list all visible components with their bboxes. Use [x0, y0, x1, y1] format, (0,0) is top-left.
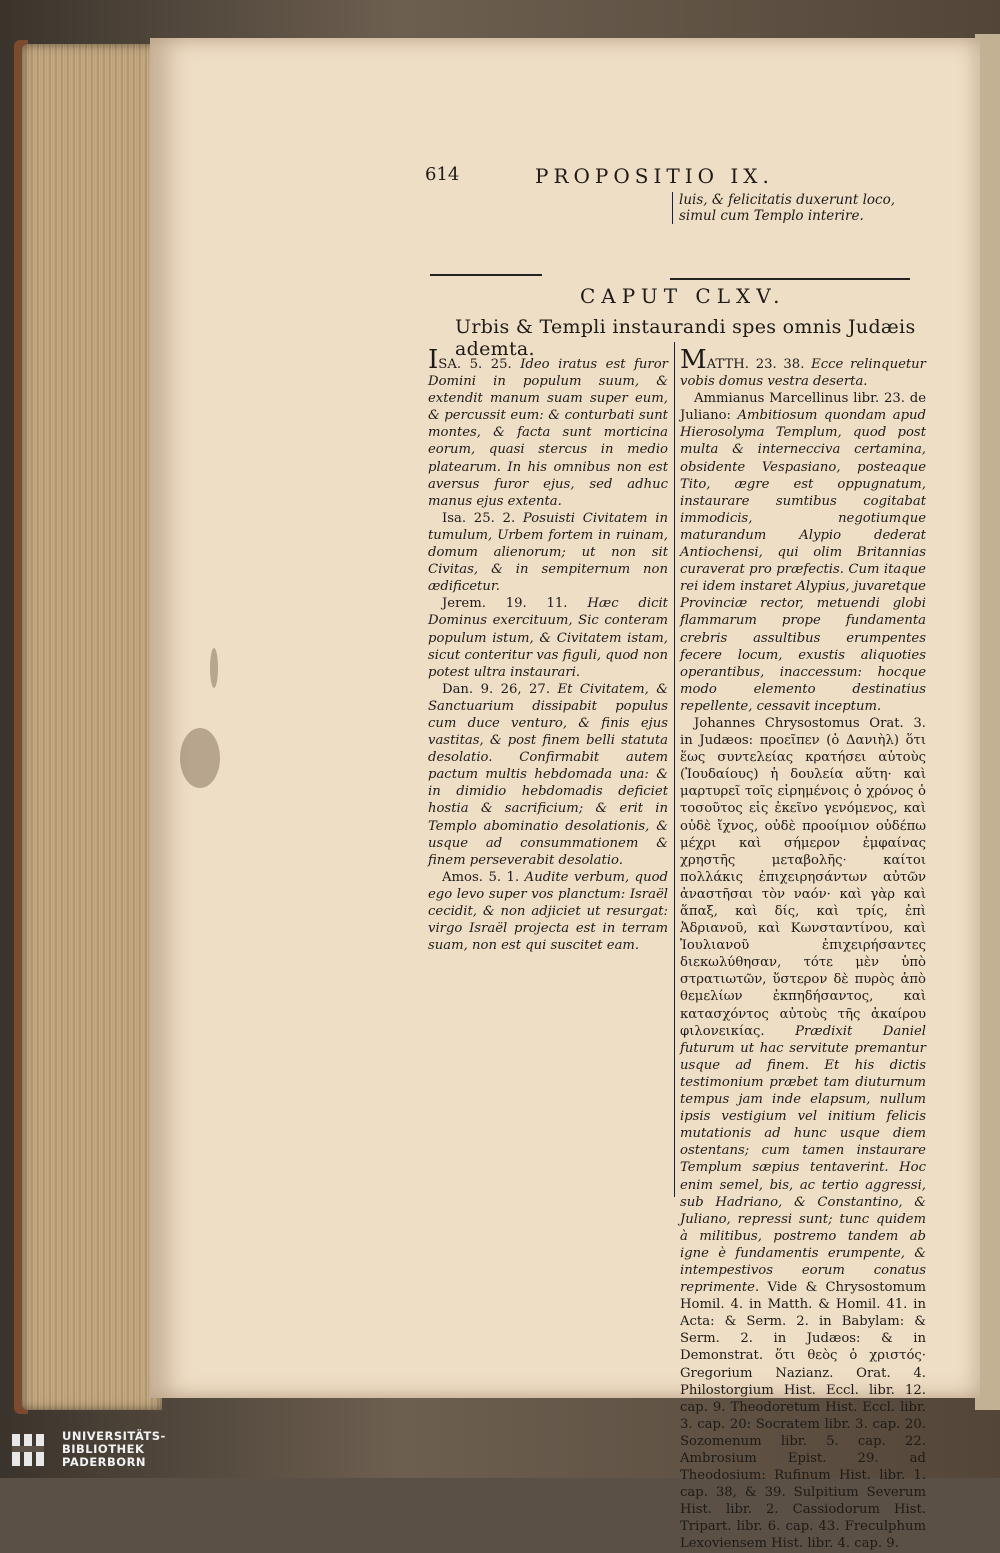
book-page-edges — [22, 44, 162, 1410]
rule-right — [670, 278, 910, 280]
library-emblem-icon — [10, 1430, 50, 1470]
library-name-line: BIBLIOTHEK — [62, 1442, 145, 1456]
library-logo — [10, 1430, 170, 1472]
paragraph — [680, 715, 926, 1553]
page-content — [150, 38, 980, 1552]
translation-text: Prædixit Daniel futurum ut hac servitute premantur usque ad finem. Et his dictis testimonium præbet tam diuturnum tempus jam inde elapsum, nullum ipsis vestigium vel initium felicis mutationis ad hunc usque diem ostentans; cum tamen instaurare Templum sæpius tentaverint. Hoc enim semel, bis, ac tertio aggressi, sub Hadriano, & Constantino, & Juliano, repressi sunt; tunc quidem à militibus, postremo tandem ab igne è fundamentis erumpente, & intempestivos eorum conatus reprimente. — [680, 1023, 926, 1296]
reference: ATTH. 23. 38. — [706, 357, 805, 372]
library-name-line: UNIVERSITÄTS- — [62, 1429, 166, 1443]
drop-cap: I — [428, 345, 439, 375]
library-name-line: PADERBORN — [62, 1455, 147, 1469]
drop-cap: M — [680, 345, 707, 375]
book-page — [150, 38, 980, 1552]
paragraph — [680, 390, 926, 715]
reference: Dan. 9. 26, 27. — [442, 681, 551, 697]
library-name — [62, 1430, 166, 1469]
verse-text: Ecce relinquetur vobis domus vestra deserta. — [680, 357, 926, 390]
verse-text: Hæc dicit Dominus exercituum, Sic conteram populum istum, & Civitatem istam, sicut conteritur vas figuli, quod non potest ultra instaurari. — [428, 596, 668, 680]
paragraph — [428, 510, 668, 595]
paragraph — [428, 345, 668, 510]
chapter-number: CAPUT CLXV. — [580, 284, 786, 308]
verse-text: Audite verbum, quod ego levo super vos planctum: Israël cecidit, & non adjiciet ut resurgat: virgo Israël projecta est in terram suam, non est qui suscitet eam. — [428, 869, 668, 954]
rule-left — [430, 274, 542, 276]
quotation-text: Ambitiosum quondam apud Hierosolyma Templum, quod post multa & internecciva certamina, obsidente Vespasiano, posteaque Tito, ægre est oppugnatum, instaurare sumtibus cogitabat immodicis, negotiumque maturandum Alypio dederat Antiochensi, qui olim Britannias curaverat pro præfectis. Cum itaque rei idem instaret Alypius, juvaretque Provinciæ rector, metuendi globi flammarum prope fundamenta crebris assultibus erumpentes fecere locum, exustis aliquoties operantibus, inaccessum: hocque modo elemento destinatius repellente, cessavit inceptum. — [680, 408, 926, 714]
verse-text: Posuisti Civitatem in tumulum, Urbem fortem in ruinam, domum alienorum; ut non sit Civitas, & in sempiternum non ædificetur. — [428, 510, 668, 595]
greek-quotation: προεῖπεν (ὁ Δανιὴλ) ὅτι ἕως συντελείας κρατήσει αὐτοὺς (Ἰουδαίους) ἡ δουλεία αὕτη· καὶ μαρτυρεῖ τοῖς εἰρημένοις ὁ χρόνος ὁ τοσοῦτος εἰς ἐκεῖνο γενόμενος, καὶ οὐδὲ ἴχνος, οὐδὲ προοίμιον οὐδέπω μέχρι καὶ σήμερον ἐμφαίνας χρηστῆς μεταβολῆς· καίτοι πολλάκις ἐπιχειρησάντων αὐτῶν ἀναστῆσαι τὸν ναόν· καὶ γὰρ καὶ ἅπαξ, καὶ δίς, καὶ τρίς, ἐπὶ Ἀδριανοῦ, καὶ Κωνσταντίνου, καὶ Ἰουλιανοῦ ἐπιχειρήσαντες διεκωλύθησαν, τότε μὲν ὑπὸ στρατιωτῶν, ὕστερον δὲ πυρὸς ἀπὸ θεμελίων ἐκπηδήσαντος, καὶ κατασχόντος αὐτοὺς τῆς ἀκαίρου φιλονεικίας. — [680, 733, 926, 1039]
references-list: Vide & Chrysostomum Homil. 4. in Matth. & Homil. 41. in Acta: & Serm. 2. in Babylam: & Serm. 2. in Judæos: & in Demonstrat. ὅτι θεὸς ὁ χριστός· Gregorium Nazianz. Orat. 4. Philostorgium Hist. Eccl. libr. 12. cap. 9. Theodoretum Hist. Eccl. libr. 3. cap. 20: Socratem libr. 3. cap. 20. Sozomenum libr. 5. cap. 22. Ambrosium Epist. 29. ad Theodosium: Rufinum Hist. libr. 1. cap. 38, & 39. Sulpitium Severum Hist. libr. 2. Cassiodorum Hist. Tripart. libr. 6. cap. 43. Freculphum Lexoviensem Hist. libr. 4. cap. 9. — [680, 1280, 926, 1552]
paragraph — [680, 345, 926, 390]
running-title: PROPOSITIO IX. — [535, 164, 774, 188]
verse-text: Et Civitatem, & Sanctuarium dissipabit populus cum duce venturo, & finis ejus vastitas, & post finem belli statuta desolatio. Confirmabit autem pactum multis hebdomada una: & in dimidio hebdomadis deficiet hostia & sacrificium; & erit in Templo abominatio desolationis, & usque ad consummationem & finem perseverabit desolatio. — [428, 681, 668, 868]
paragraph — [428, 681, 668, 869]
reference: Amos. 5. 1. — [442, 869, 520, 885]
chapter-title: Urbis & Templi instaurandi spes omnis Judæis ademta. — [455, 316, 916, 360]
carry-over-text: luis, & felicitatis duxerunt loco, simul cum Templo interire. — [672, 192, 934, 224]
column-divider — [674, 342, 675, 1197]
verse-text: Ideo iratus est furor Domini in populum suum, & extendit manum suam super eum, & percussit eum: & conturbati sunt montes, & facta sunt morticina eorum, quasi stercus in medio platearum. In his omnibus non est aversus furor ejus, sed adhuc manus ejus extenta. — [428, 357, 668, 509]
paragraph — [428, 869, 668, 954]
reference: Ammianus Marcellinus libr. 23. de Juliano: — [680, 391, 926, 424]
page-number: 614 — [425, 164, 460, 185]
paragraph — [428, 595, 668, 680]
left-column — [428, 345, 668, 954]
reference: SA. 5. 25. — [438, 357, 512, 372]
reference: Isa. 25. 2. — [442, 510, 516, 526]
reference: Johannes Chrysostomus Orat. 3. in Judæos: — [680, 715, 926, 749]
reference: Jerem. 19. 11. — [442, 596, 568, 612]
right-column — [680, 345, 926, 1553]
